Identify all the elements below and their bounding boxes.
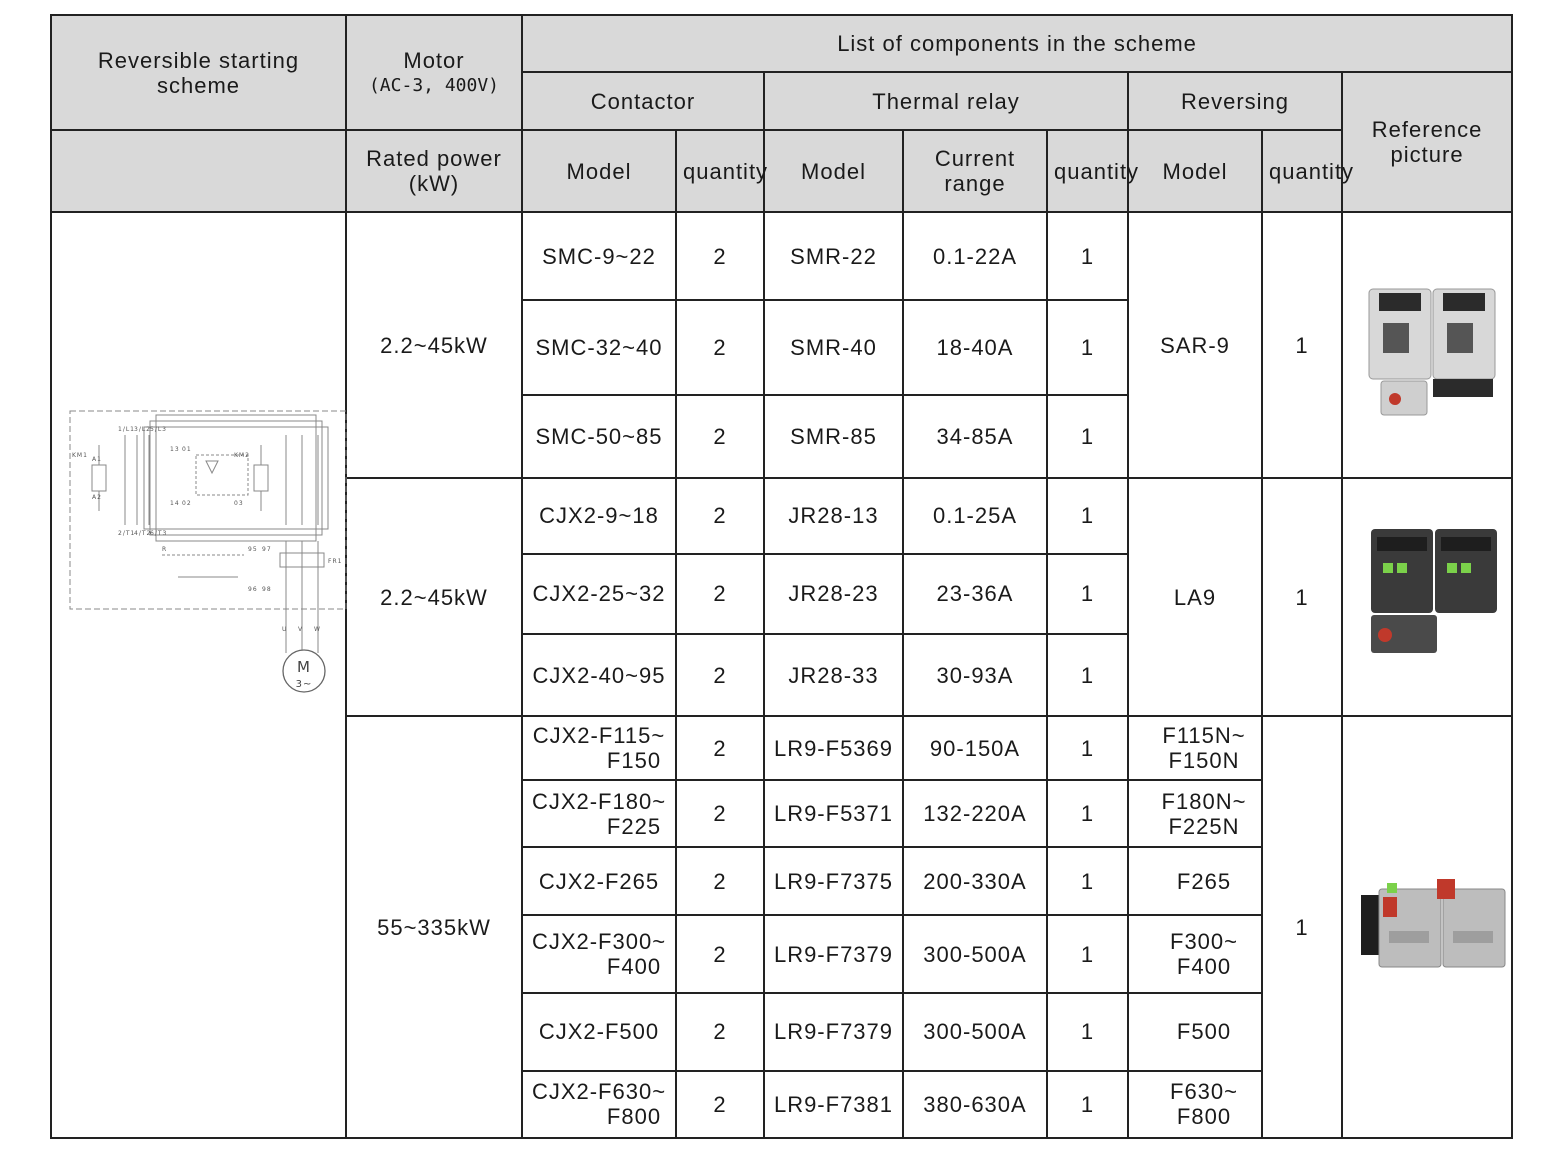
reversing-model-cell: LA9: [1128, 478, 1262, 716]
reversing-model-line1: F265: [1176, 868, 1232, 894]
relay-model-cell: SMR-22: [764, 212, 903, 300]
t1-label: 2/T1: [118, 530, 136, 537]
contactor-model-cell: [522, 915, 676, 992]
relay-quantity-header: quantity: [1047, 130, 1128, 212]
reversing-model-cell: SAR-9: [1128, 212, 1262, 478]
contactor-qty-cell: 2: [676, 300, 764, 394]
relay-qty-cell: 1: [1047, 993, 1128, 1071]
cjx2-contactor-image: [1349, 479, 1519, 715]
contactor-qty-cell: 2: [676, 212, 764, 300]
contactor-qty-cell: 2: [676, 478, 764, 554]
contactor-qty-cell: 2: [676, 634, 764, 716]
contactor-model-line2: F800: [606, 1104, 662, 1130]
reversing-model-line1: F300~: [1170, 929, 1238, 955]
contactor-qty-cell: 2: [676, 554, 764, 635]
current-range-cell: 300-500A: [903, 993, 1047, 1071]
relay-model-cell: LR9-F7375: [764, 847, 903, 915]
thermal-relay-header: Thermal relay: [764, 72, 1128, 130]
contactor-model-cell: [522, 780, 676, 847]
reference-picture-smc: [1342, 212, 1512, 478]
relay-qty-cell: 1: [1047, 478, 1128, 554]
reversing-qty-cell: 1: [1262, 212, 1342, 478]
contactor-qty-cell: 2: [676, 915, 764, 992]
contactor-model-line2: F225: [606, 813, 662, 839]
reference-picture-cjx2f: [1342, 716, 1512, 1138]
relay-model-cell: LR9-F5369: [764, 716, 903, 780]
relay-model-cell: SMR-85: [764, 395, 903, 478]
r-label: R: [162, 546, 168, 553]
reversing-model-cell: [1128, 915, 1262, 992]
contactor-model-cell: SMC-9~22: [522, 212, 676, 300]
contactor-model-cell: [522, 1071, 676, 1138]
relay-model-header: Model: [764, 130, 903, 212]
contactor-model-line1: CJX2-F265: [538, 868, 660, 894]
reversing-model-header: Model: [1128, 130, 1262, 212]
c03-label: 03: [234, 500, 244, 507]
relay-qty-cell: 1: [1047, 395, 1128, 478]
relay-qty-cell: 1: [1047, 554, 1128, 635]
reversing-model-cell: [1128, 716, 1262, 780]
scheme-header-cont: [51, 130, 346, 212]
motor-header: [346, 15, 522, 130]
current-range-cell: 0.1-25A: [903, 478, 1047, 554]
c14-label: 14: [170, 500, 180, 507]
contactor-model-line1: CJX2-F115~: [532, 723, 666, 749]
reversing-model-line1: F630~: [1170, 1079, 1238, 1105]
current-range-cell: 300-500A: [903, 915, 1047, 992]
reversing-model-line1: F115N~: [1162, 723, 1246, 749]
l2-label: 3/L2: [134, 426, 151, 433]
scheme-header: Reversible starting scheme: [51, 15, 346, 130]
contactor-model-line2: F150: [606, 748, 662, 774]
contactor-qty-cell: 2: [676, 847, 764, 915]
motor-subtitle: (AC-3, 400V): [368, 74, 500, 96]
c01-label: 01: [182, 446, 192, 453]
c13-label: 13: [170, 446, 180, 453]
contactor-qty-cell: 2: [676, 1071, 764, 1138]
motor-label: M: [297, 658, 311, 676]
motor-symbol: [283, 650, 325, 692]
contactor-qty-cell: 2: [676, 780, 764, 847]
current-range-cell: 34-85A: [903, 395, 1047, 478]
reversing-quantity-header: quantity: [1262, 130, 1342, 212]
reversing-model-line2: F225N: [1168, 813, 1240, 839]
t2-label: 4/T2: [134, 530, 152, 537]
relay-model-cell: SMR-40: [764, 300, 903, 394]
relay-model-cell: JR28-23: [764, 554, 903, 635]
reversing-qty-cell: 1: [1262, 478, 1342, 716]
rated-power-cell: 55~335kW: [346, 716, 522, 1138]
table-row: [51, 212, 1512, 300]
current-range-cell: 132-220A: [903, 780, 1047, 847]
reversing-model-line2: F150N: [1168, 748, 1240, 774]
contactor-model-cell: [522, 993, 676, 1071]
c98-label: 98: [262, 586, 272, 593]
c96-label: 96: [248, 586, 258, 593]
contactor-quantity-header: quantity: [676, 130, 764, 212]
current-range-cell: 18-40A: [903, 300, 1047, 394]
fr1-label: FR1: [328, 558, 343, 565]
contactor-model-cell: CJX2-9~18: [522, 478, 676, 554]
reversing-header: Reversing: [1128, 72, 1342, 130]
current-range-cell: 30-93A: [903, 634, 1047, 716]
cjx2f-contactor-image: [1349, 717, 1519, 1137]
contactor-model-cell: SMC-32~40: [522, 300, 676, 394]
relay-model-cell: JR28-33: [764, 634, 903, 716]
contactor-model-line1: CJX2-F630~: [531, 1079, 667, 1105]
relay-qty-cell: 1: [1047, 915, 1128, 992]
reversing-qty-cell: 1: [1262, 716, 1342, 1138]
current-range-cell: 200-330A: [903, 847, 1047, 915]
contactor-model-line1: CJX2-F500: [538, 1019, 660, 1045]
reversing-model-cell: [1128, 1071, 1262, 1138]
contactor-model-cell: [522, 847, 676, 915]
relay-model-cell: LR9-F5371: [764, 780, 903, 847]
relay-model-cell: LR9-F7381: [764, 1071, 903, 1138]
w-label: W: [314, 626, 321, 633]
motor-phase-label: 3~: [295, 679, 313, 690]
l1-label: 1/L1: [118, 426, 135, 433]
motor-title: Motor: [403, 47, 465, 73]
relay-model-cell: LR9-F7379: [764, 915, 903, 992]
km1-label: KM1: [72, 452, 88, 459]
reversing-scheme-diagram: [51, 212, 346, 1138]
contactor-model-cell: CJX2-25~32: [522, 554, 676, 635]
relay-qty-cell: 1: [1047, 1071, 1128, 1138]
km2-label: KM2: [234, 452, 250, 459]
relay-qty-cell: 1: [1047, 212, 1128, 300]
contactor-model-line1: CJX2-F180~: [531, 788, 667, 814]
contactor-model-cell: [522, 716, 676, 780]
components-table: [50, 14, 1513, 1139]
a1-label: A1: [92, 456, 102, 463]
l3-label: 5/L3: [150, 426, 167, 433]
contactor-model-cell: SMC-50~85: [522, 395, 676, 478]
reversing-model-line1: F500: [1176, 1019, 1232, 1045]
rated-power-cell: 2.2~45kW: [346, 478, 522, 716]
contactor-qty-cell: 2: [676, 716, 764, 780]
smc-contactor-image: [1349, 213, 1519, 477]
rated-power-cell: 2.2~45kW: [346, 212, 522, 478]
reversing-model-line2: F800: [1176, 1104, 1232, 1130]
reversing-model-line1: F180N~: [1161, 788, 1247, 814]
relay-qty-cell: 1: [1047, 300, 1128, 394]
reversing-model-cell: [1128, 847, 1262, 915]
wiring-diagram: [58, 395, 353, 955]
contactor-qty-cell: 2: [676, 993, 764, 1071]
current-range-cell: 0.1-22A: [903, 212, 1047, 300]
contactor-model-header: Model: [522, 130, 676, 212]
current-range-cell: 23-36A: [903, 554, 1047, 635]
relay-qty-cell: 1: [1047, 780, 1128, 847]
contactor-model-line2: F400: [606, 954, 662, 980]
c97-label: 97: [262, 546, 272, 553]
current-range-header: Current range: [903, 130, 1047, 212]
relay-qty-cell: 1: [1047, 847, 1128, 915]
current-range-cell: 380-630A: [903, 1071, 1047, 1138]
contactor-model-line1: CJX2-F300~: [531, 929, 667, 955]
reversing-model-cell: [1128, 993, 1262, 1071]
u-label: U: [282, 626, 288, 633]
c95-label: 95: [248, 546, 258, 553]
contactor-qty-cell: 2: [676, 395, 764, 478]
relay-qty-cell: 1: [1047, 716, 1128, 780]
reference-picture-header: Reference picture: [1342, 72, 1512, 212]
relay-model-cell: JR28-13: [764, 478, 903, 554]
reference-picture-cjx2: [1342, 478, 1512, 716]
components-header: List of components in the scheme: [522, 15, 1512, 72]
reversing-model-cell: [1128, 780, 1262, 847]
a2-label: A2: [92, 494, 102, 501]
relay-model-cell: LR9-F7379: [764, 993, 903, 1071]
c02-label: 02: [182, 500, 192, 507]
v-label: V: [298, 626, 304, 633]
contactor-model-cell: CJX2-40~95: [522, 634, 676, 716]
reversing-model-line2: F400: [1176, 954, 1232, 980]
t3-label: 6/T3: [150, 530, 168, 537]
rated-power-header: Rated power (kW): [346, 130, 522, 212]
current-range-cell: 90-150A: [903, 716, 1047, 780]
relay-qty-cell: 1: [1047, 634, 1128, 716]
contactor-header: Contactor: [522, 72, 764, 130]
